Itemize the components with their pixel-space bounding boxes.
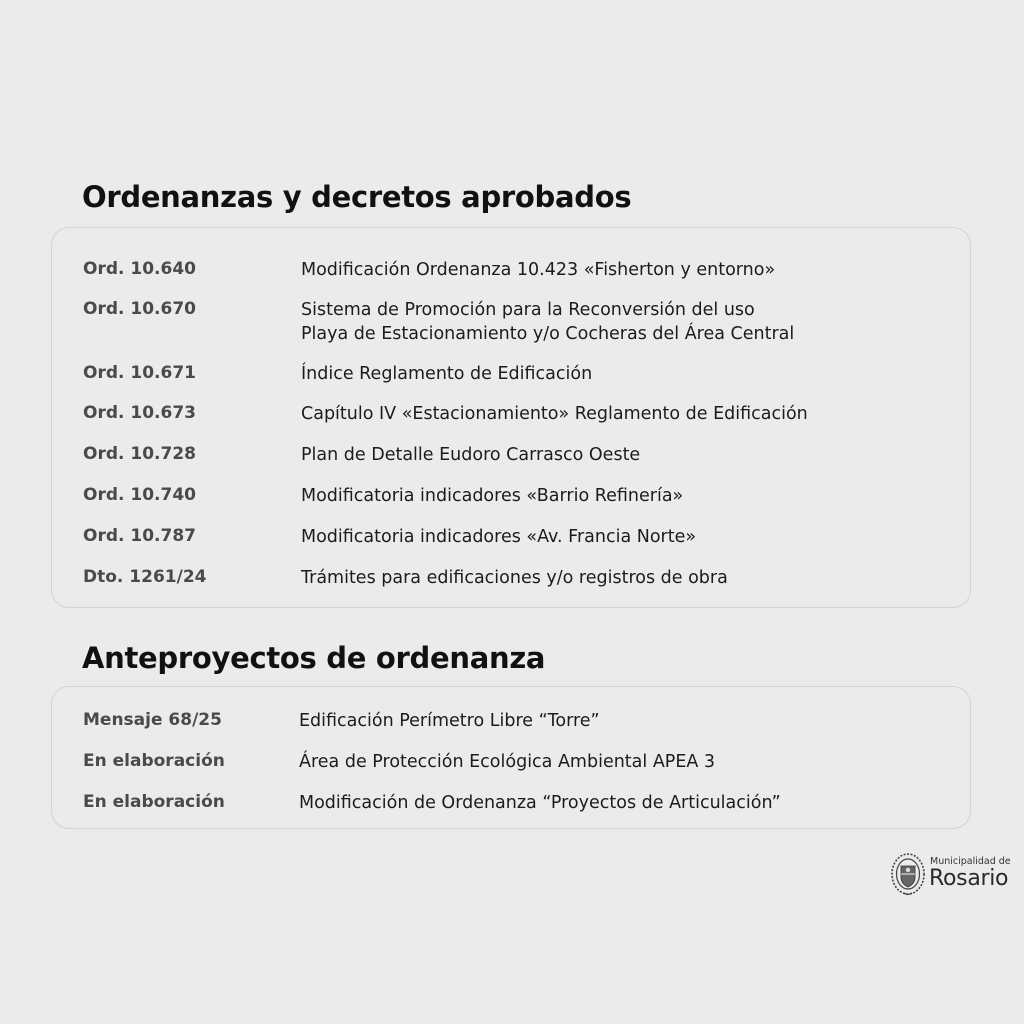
- section-title-drafts: Anteproyectos de ordenanza: [82, 641, 546, 675]
- list-item: [52, 709, 970, 737]
- section-title-approved: Ordenanzas y decretos aprobados: [82, 180, 632, 214]
- item-code: Mensaje 68/25: [83, 710, 222, 730]
- list-item: [52, 791, 970, 819]
- item-code: Ord. 10.640: [83, 259, 196, 279]
- item-code: Ord. 10.673: [83, 403, 196, 423]
- item-code: Dto. 1261/24: [83, 567, 207, 587]
- item-code: En elaboración: [83, 792, 225, 812]
- list-item: [52, 362, 970, 390]
- item-description: Modificación de Ordenanza “Proyectos de Articulación”: [299, 793, 781, 813]
- list-item: [52, 484, 970, 512]
- item-description: Trámites para edificaciones y/o registros de obra: [301, 568, 728, 588]
- item-description: Plan de Detalle Eudoro Carrasco Oeste: [301, 445, 641, 465]
- coat-of-arms-icon: [890, 852, 926, 896]
- list-item: [52, 525, 970, 553]
- item-description: Capítulo IV «Estacionamiento» Reglamento de Edificación: [301, 404, 808, 424]
- list-item: [52, 566, 970, 594]
- item-code: Ord. 10.728: [83, 444, 196, 464]
- municipality-logo: [890, 850, 1014, 900]
- item-code: Ord. 10.671: [83, 363, 196, 383]
- drafts-list-card: [51, 686, 971, 829]
- item-description: Área de Protección Ecológica Ambiental APEA 3: [299, 752, 716, 772]
- item-description: Modificatoria indicadores «Barrio Refinería»: [301, 486, 684, 506]
- item-code: Ord. 10.670: [83, 299, 196, 319]
- item-description: Índice Reglamento de Edificación: [301, 364, 593, 384]
- item-description: Modificatoria indicadores «Av. Francia Norte»: [301, 527, 697, 547]
- item-code: Ord. 10.740: [83, 485, 196, 505]
- list-item: [52, 258, 970, 286]
- item-description: Sistema de Promoción para la Reconversión del uso Playa de Estacionamiento y/o Cocheras del Área Central: [301, 300, 795, 344]
- list-item: [52, 402, 970, 430]
- item-code: En elaboración: [83, 751, 225, 771]
- list-item: [52, 298, 970, 346]
- logo-wordmark: Rosario: [929, 866, 1009, 891]
- approved-list-card: [51, 227, 971, 608]
- item-description: Edificación Perímetro Libre “Torre”: [299, 711, 600, 731]
- item-code: Ord. 10.787: [83, 526, 196, 546]
- list-item: [52, 443, 970, 471]
- logo-caption: Municipalidad de: [930, 856, 1011, 867]
- list-item: [52, 750, 970, 778]
- item-description: Modificación Ordenanza 10.423 «Fisherton y entorno»: [301, 260, 776, 280]
